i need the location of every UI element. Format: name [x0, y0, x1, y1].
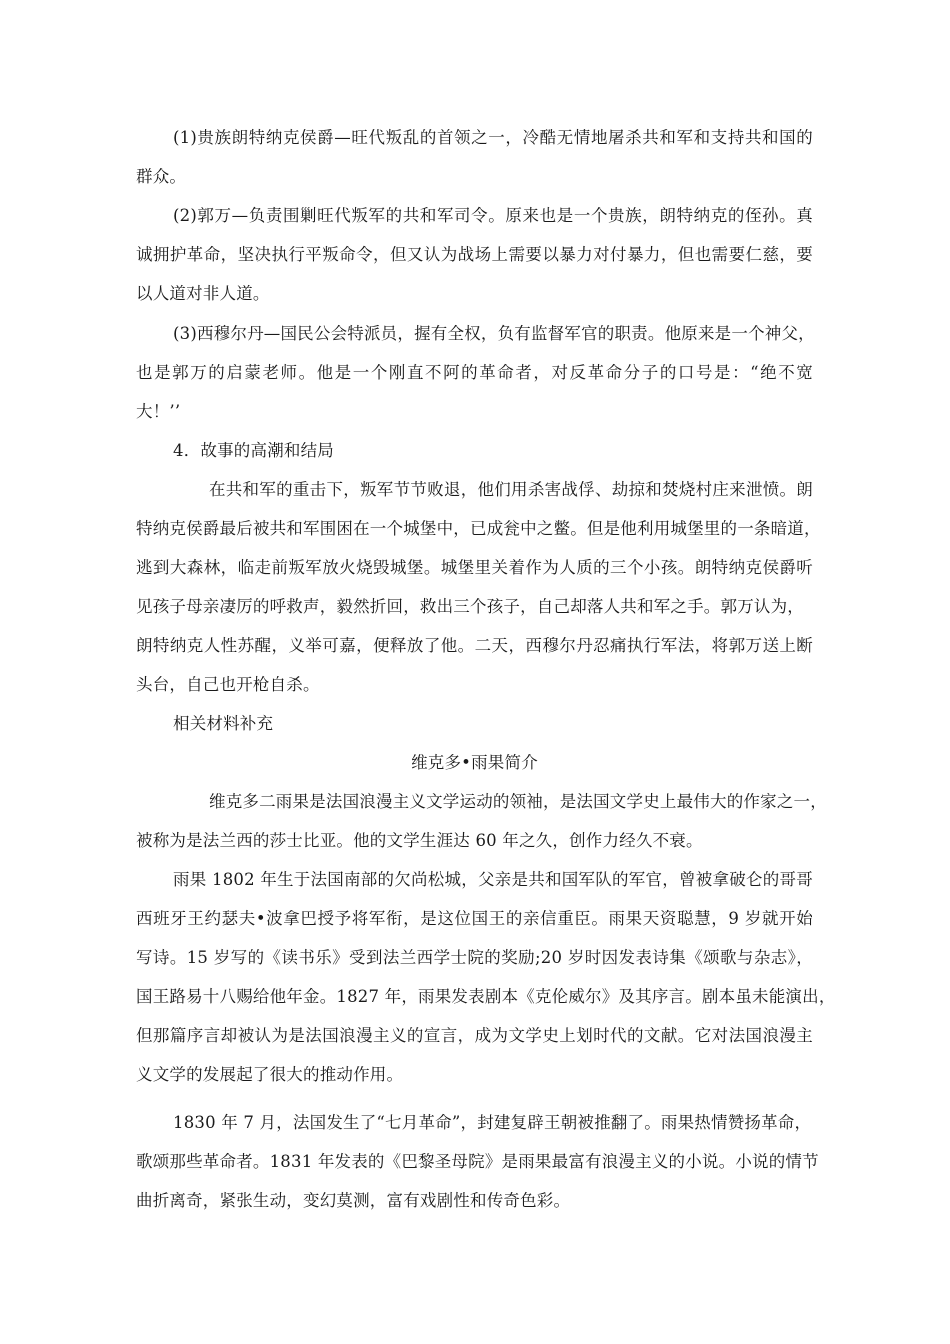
- bio-intro-line2: 被称为是法兰西的莎士比亚。他的文学生涯达 60 年之久，创作力经久不衰。: [136, 831, 703, 850]
- bio-p3-line3: 曲折离奇，紧张生动，变幻莫测，富有戏剧性和传奇色彩。: [136, 1191, 571, 1210]
- bio-p3-line1: 1830 年 7 月，法国发生了“七月革命”，封建复辟王朝被推翻了。雨果热情赞扬革命，: [173, 1113, 812, 1132]
- climax-line3: 逃到大森林，临走前叛军放火烧毁城堡。城堡里关着作为人质的三个小孩。朗特纳克侯爵听: [136, 558, 813, 577]
- bio-title: 维克多•雨果简介: [411, 753, 538, 772]
- climax-line2: 特纳克侯爵最后被共和军围困在一个城堡中，已成瓮中之鳖。但是他利用城堡里的一条暗道，: [136, 519, 821, 538]
- bio-p2-line6: 义文学的发展起了很大的推动作用。: [136, 1065, 404, 1084]
- bio-intro-line1: 维克多二雨果是法国浪漫主义文学运动的领袖，是法国文学史上最伟大的作家之一，: [209, 792, 827, 811]
- item1-line2: 群众。: [136, 167, 187, 186]
- item2-line3: 以人道对非人道。: [136, 284, 270, 303]
- item2-line2: 诚拥护革命，坚决执行平叛命令，但又认为战场上需要以暴力对付暴力，但也需要仁慈，要: [136, 245, 813, 264]
- bio-p2-line4: 国王路易十八赐给他年金。1827 年，雨果发表剧本《克伦威尔》及其序言。剧本虽未能演出，: [136, 987, 836, 1006]
- climax-line1: 在共和军的重击下，叛军节节败退，他们用杀害战俘、劫掠和焚烧村庄来泄愤。朗: [209, 480, 813, 499]
- item1-line1: (1)贵族朗特纳克侯爵—旺代叛乱的首领之一，冷酷无情地屠杀共和军和支持共和国的: [173, 128, 813, 147]
- bio-p3-line2: 歌颂那些革命者。1831 年发表的《巴黎圣母院》是雨果最富有浪漫主义的小说。小说的情节: [136, 1152, 819, 1171]
- climax-line4: 见孩子母亲凄厉的呼救声，毅然折回，救出三个孩子，自己却落人共和军之手。郭万认为，: [136, 597, 804, 616]
- supplement-label: 相关材料补充: [173, 714, 274, 733]
- section4-heading: 4．故事的高潮和结局: [173, 441, 334, 460]
- item3-line3: 大！’’: [136, 402, 181, 421]
- bio-p2-line1: 雨果 1802 年生于法国南部的欠尚松城，父亲是共和国军队的军官，曾被拿破仑的哥哥: [173, 870, 813, 889]
- item2-line1: (2)郭万—负责围剿旺代叛军的共和军司令。原来也是一个贵族，朗特纳克的侄孙。真: [173, 206, 813, 225]
- bio-p2-line2: 西班牙王约瑟夫•波拿巴授予将军衔，是这位国王的亲信重臣。雨果天资聪慧，9 岁就开始: [136, 909, 813, 928]
- item3-line1: (3)西穆尔丹—国民公会特派员，握有全权，负有监督军官的职责。他原来是一个神父，: [173, 324, 815, 343]
- bio-p2-line3: 写诗。15 岁写的《读书乐》受到法兰西学士院的奖励;20 岁时因发表诗集《颂歌与杂志》，: [136, 948, 813, 967]
- climax-line6: 头台，自己也开枪自杀。: [136, 675, 320, 694]
- bio-p2-line5: 但那篇序言却被认为是法国浪漫主义的宣言，成为文学史上划时代的文献。它对法国浪漫主: [136, 1026, 813, 1045]
- climax-line5: 朗特纳克人性苏醒，义举可嘉，便释放了他。二天，西穆尔丹忍痛执行军法，将郭万送上断: [136, 636, 813, 655]
- item3-line2: 也是郭万的启蒙老师。他是一个刚直不阿的革命者，对反革命分子的口号是：“绝不宽: [136, 363, 813, 382]
